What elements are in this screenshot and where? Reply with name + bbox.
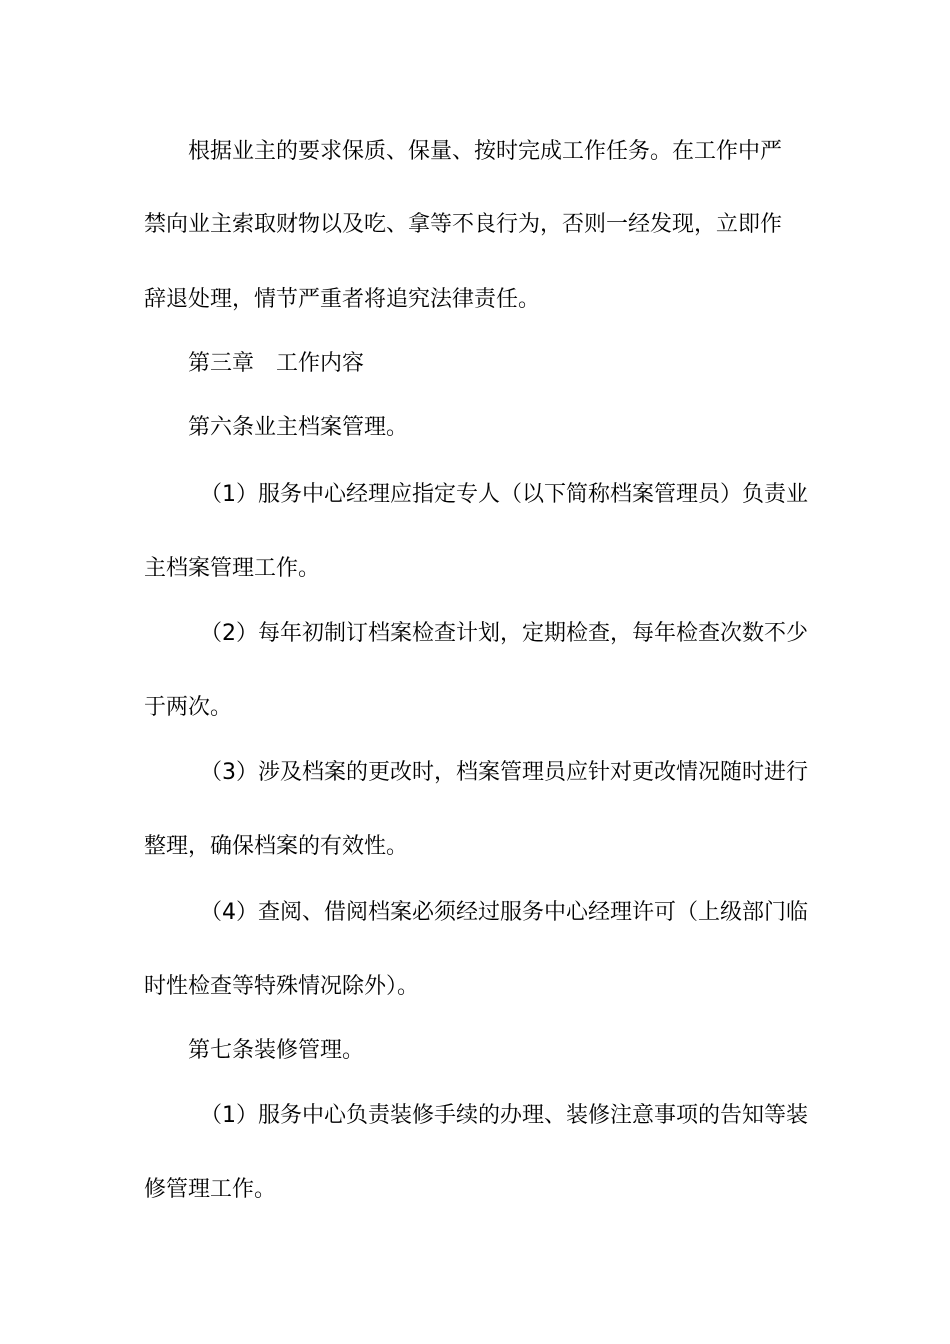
list-item-continuation: 时性检查等特殊情况除外）。 [144, 974, 420, 999]
article-heading: 第七条装修管理。 [188, 1038, 365, 1063]
paragraph-line: 禁向业主索取财物以及吃、拿等不良行为，否则一经发现，立即作 [144, 212, 783, 237]
list-item: （1）服务中心负责装修手续的办理、装修注意事项的告知等装 [200, 1103, 808, 1128]
list-item-continuation: 修管理工作。 [144, 1177, 277, 1202]
paragraph-line: 根据业主的要求保质、保量、按时完成工作任务。在工作中严 [188, 139, 783, 164]
list-item: （3）涉及档案的更改时，档案管理员应针对更改情况随时进行 [200, 760, 808, 785]
list-item-continuation: 于两次。 [144, 695, 233, 720]
chapter-heading: 第三章 工作内容 [188, 351, 365, 376]
list-item: （1）服务中心经理应指定专人（以下简称档案管理员）负责业 [200, 482, 808, 507]
list-item: （4）查阅、借阅档案必须经过服务中心经理许可（上级部门临 [200, 900, 808, 925]
list-item-continuation: 主档案管理工作。 [144, 556, 321, 581]
paragraph-line: 辞退处理，情节严重者将追究法律责任。 [144, 287, 541, 312]
list-item-continuation: 整理，确保档案的有效性。 [144, 834, 409, 859]
list-item: （2）每年初制订档案检查计划，定期检查，每年检查次数不少 [200, 621, 808, 646]
article-heading: 第六条业主档案管理。 [188, 415, 409, 440]
